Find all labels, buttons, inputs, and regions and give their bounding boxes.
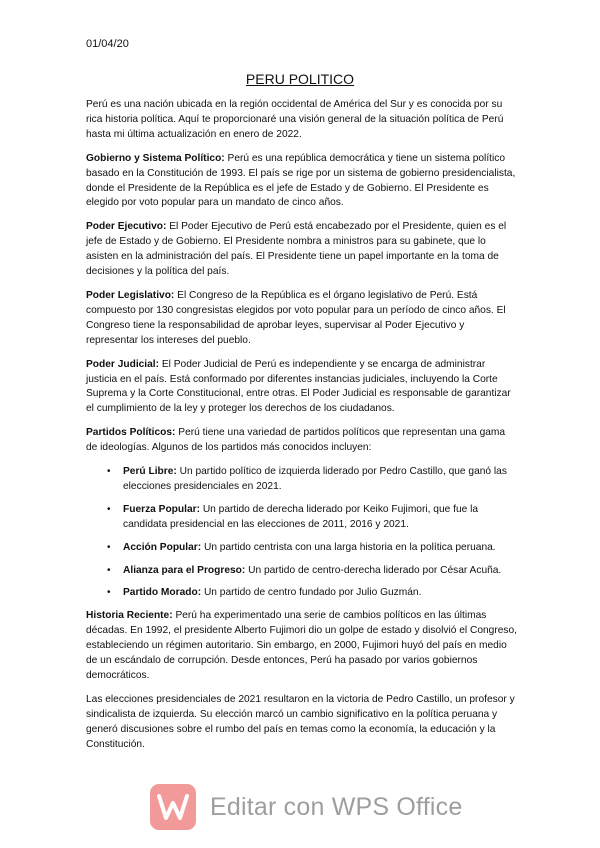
section-text: Perú tiene una variedad de partidos políticos que representan una gama de ideologías. Algunos de los partidos más conocidos incluyen: [86, 427, 506, 454]
section-ejecutivo [86, 220, 518, 280]
document-title: PERU POLITICO [245, 71, 355, 87]
wps-watermark-text: Editar con WPS Office [210, 792, 463, 821]
party-text: Un partido político de izquierda liderado por Pedro Castillo, que ganó las elecciones presidenciales en 2021. [123, 466, 507, 492]
section-legislativo [86, 289, 518, 349]
wps-logo-icon [150, 784, 196, 830]
party-name: Partido Morado: [123, 587, 202, 599]
party-name: Fuerza Popular: [123, 503, 200, 515]
section-partidos [86, 426, 518, 456]
bullet-icon: • [107, 503, 111, 515]
list-item [107, 503, 518, 533]
closing-paragraph: Las elecciones presidenciales de 2021 resultaron en la victoria de Pedro Castillo, un profesor y sindicalista de izquierda. Su elección marcó un cambio significativo en la política peruana y generó discusiones sobre el rumbo del país en temas como la economía, la educación y la Constitución. [86, 693, 515, 750]
section-text: Perú es una república democrática y tiene un sistema político basado en la Constitución de 1993. El país se rige por un sistema de gobierno presidencialista, donde el Presidente de la República es el jefe de Estado y de Gobierno. El Presidente es elegido por voto popular para un mandato de cinco años. [86, 152, 516, 209]
section-text: El Poder Ejecutivo de Perú está encabezado por el Presidente, quien es el jefe de Estado y de Gobierno. El Presidente nombra a ministros para su gabinete, que lo asisten en la administración del país. El Presidente tiene un papel importante en la toma de decisiones y la política del país. [86, 221, 507, 278]
section-heading: Poder Judicial: [86, 358, 160, 370]
party-text: Un partido de centro fundado por Julio Guzmán. [201, 587, 422, 599]
document-body [86, 98, 518, 762]
section-text: El Poder Judicial de Perú es independiente y se encarga de administrar justicia en el país. Está conformado por diferentes instancias judiciales, incluyendo la Corte Suprema y la Corte Constitucional, entre otras. El Poder Judicial es responsable de garantizar el cumplimiento de la ley y proteger los derechos de los ciudadanos. [86, 358, 511, 415]
party-name: Alianza para el Progreso: [123, 564, 246, 576]
bullet-icon: • [107, 587, 111, 599]
section-heading: Partidos Políticos: [86, 427, 176, 439]
section-historia [86, 609, 518, 684]
section-text: Perú ha experimentado una serie de cambios políticos en las últimas décadas. En 1992, el presidente Alberto Fujimori dio un golpe de estado y disolvió el Congreso, estableciendo un régimen autoritario. Sin embargo, en 2000, Fujimori huyó del país en medio de un escándalo de corrupción. Desde entonces, Perú ha pasado por varios gobiernos democráticos. [86, 610, 517, 681]
list-item [107, 564, 518, 579]
section-gobierno [86, 152, 518, 212]
section-heading: Poder Legislativo: [86, 289, 175, 301]
list-item [107, 586, 518, 601]
section-heading: Poder Ejecutivo: [86, 221, 167, 233]
list-item [107, 541, 518, 556]
document-date: 01/04/20 [86, 38, 129, 50]
intro-paragraph: Perú es una nación ubicada en la región occidental de América del Sur y es conocida por su rica historia política. Aquí te proporcionaré una visión general de la situación política de Perú hasta mi última actualización en enero de 2022. [86, 99, 504, 140]
bullet-icon: • [107, 466, 111, 478]
list-item [107, 465, 518, 495]
wps-logo-icon [157, 793, 189, 821]
section-text: El Congreso de la República es el órgano legislativo de Perú. Está compuesto por 130 congresistas elegidos por voto popular para un período de cinco años. El Congreso tiene la responsabilidad de aprobar leyes, supervisar al Poder Ejecutivo y representar los intereses del pueblo. [86, 289, 506, 346]
section-judicial [86, 358, 518, 418]
section-heading: Gobierno y Sistema Político: [86, 152, 225, 164]
party-text: Un partido de derecha liderado por Keiko Fujimori, que fue la candidata presidencial en las elecciones de 2011, 2016 y 2021. [123, 503, 479, 530]
party-text: Un partido centrista con una larga historia en la política peruana. [201, 541, 496, 553]
bullet-icon: • [107, 541, 111, 553]
party-text: Un partido de centro-derecha liderado por César Acuña. [245, 564, 502, 576]
wps-watermark[interactable] [150, 784, 462, 830]
party-name: Acción Popular: [123, 541, 202, 553]
section-heading: Historia Reciente: [86, 610, 173, 622]
bullet-icon: • [107, 564, 111, 576]
party-list [86, 465, 518, 601]
party-name: Perú Libre: [123, 466, 177, 478]
